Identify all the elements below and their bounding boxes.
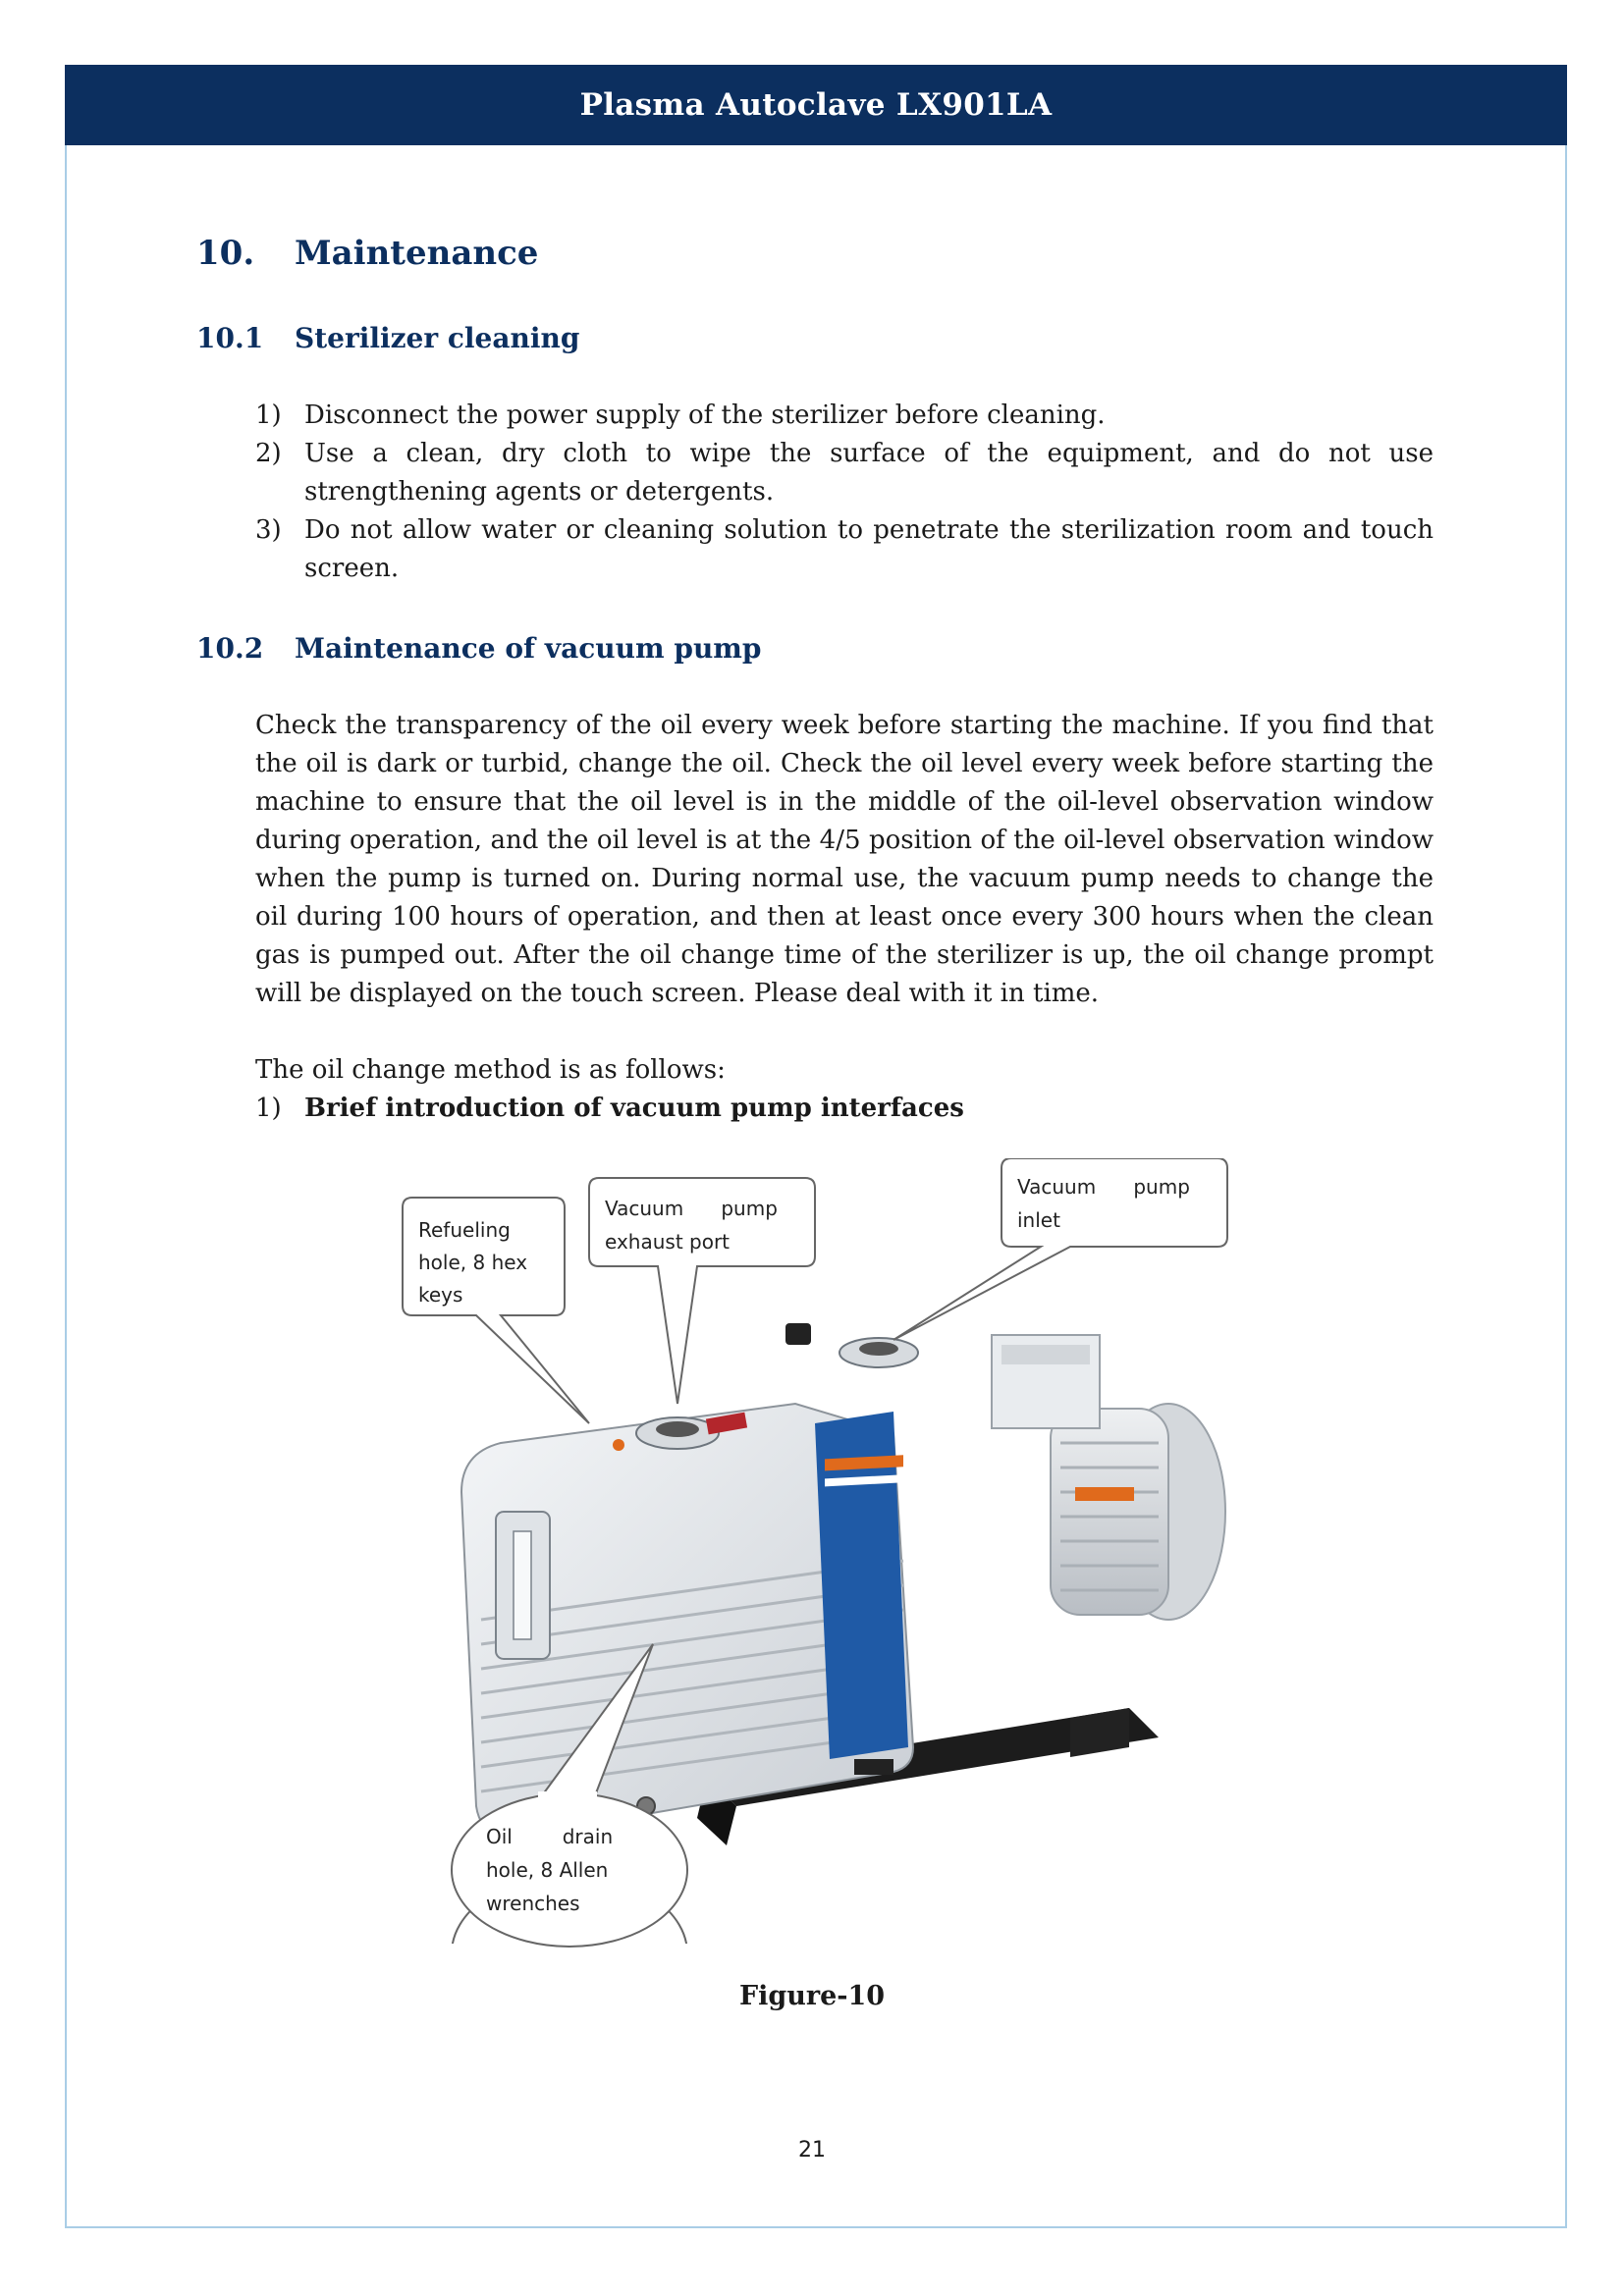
subsection-title: Maintenance of vacuum pump: [295, 632, 762, 665]
callout-exhaust-line1: Vacuum pump: [605, 1197, 778, 1220]
section-heading: [196, 234, 538, 273]
subsection-number: 10.2: [196, 632, 264, 665]
callout-drain-line3: wrenches: [486, 1892, 580, 1915]
callout-refueling-line3: keys: [418, 1283, 463, 1307]
section-number: 10.: [196, 234, 255, 273]
cleaning-steps-list: [255, 397, 1434, 588]
list-item-number: 1): [255, 400, 282, 430]
callout-exhaust-line2: exhaust port: [605, 1230, 731, 1254]
section-title: Maintenance: [295, 234, 539, 273]
callout-drain-line1: Oil drain: [486, 1825, 614, 1848]
step-item-text: Brief introduction of vacuum pump interfaces: [304, 1094, 964, 1123]
page-number: 21: [798, 2138, 826, 2163]
list-item: [255, 397, 1434, 435]
callout-refueling-line1: Refueling: [418, 1218, 511, 1242]
figure-caption: Figure-10: [738, 1981, 886, 2011]
callout-drain-line2: hole, 8 Allen: [486, 1858, 609, 1882]
list-item-number: 3): [255, 515, 282, 545]
header-title: Plasma Autoclave LX901LA: [579, 87, 1053, 123]
list-item: [255, 435, 1434, 511]
callout-inlet-line2: inlet: [1017, 1208, 1060, 1232]
step-item: [255, 1090, 964, 1128]
list-item-text: Use a clean, dry cloth to wipe the surface of the equipment, and do not use strengthening agents or detergents.: [304, 439, 1434, 507]
list-item-text: Do not allow water or cleaning solution to penetrate the sterilization room and touch screen.: [304, 515, 1434, 583]
step-item-number: 1): [255, 1094, 282, 1123]
list-item: [255, 511, 1434, 588]
list-item-number: 2): [255, 439, 282, 468]
oil-change-intro: The oil change method is as follows:: [255, 1055, 726, 1085]
drain-callout-overlay: [383, 1158, 1247, 1963]
subsection-heading-vacuum-pump: [196, 632, 762, 665]
subsection-heading-cleaning: [196, 322, 579, 354]
header-bar: [65, 65, 1567, 145]
subsection-number: 10.1: [196, 322, 264, 354]
pump-maintenance-paragraph: Check the transparency of the oil every week before starting the machine. If you find that the oil is dark or turbid, change the oil. Check the oil level every week before starting the machine to ensure that the oil level is in the middle of the oil-level observation window during operation, and the oil level is at the 4/5 position of the oil-level observation window when the pump is turned on. During normal use, the vacuum pump needs to change the oil during 100 hours of operation, and then at least once every 300 hours when the clean gas is pumped out. After the oil change time of the sterilizer is up, the oil change prompt will be displayed on the touch screen. Please deal with it in time.: [255, 711, 1434, 1008]
callout-refueling-line2: hole, 8 hex: [418, 1251, 528, 1274]
subsection-title: Sterilizer cleaning: [295, 322, 580, 354]
callout-inlet-line1: Vacuum pump: [1017, 1175, 1190, 1199]
list-item-text: Disconnect the power supply of the sterilizer before cleaning.: [304, 400, 1106, 430]
